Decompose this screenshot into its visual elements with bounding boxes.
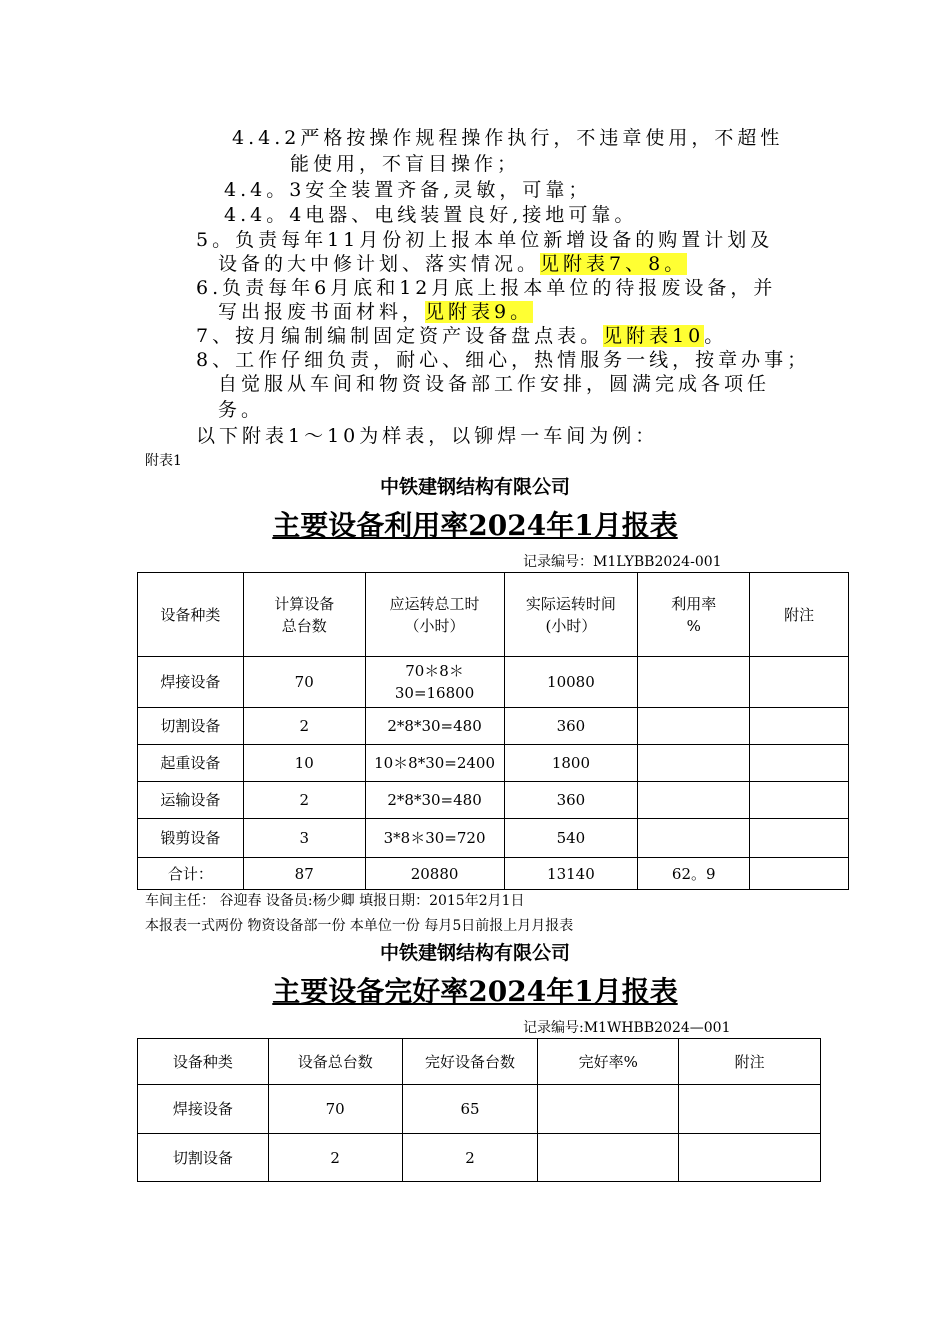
header-cell: 设备种类 bbox=[138, 1039, 269, 1085]
header-cell: 设备总台数 bbox=[268, 1039, 402, 1085]
para-6-line1: 6.负责每年6月底和12月底上报本单位的待报废设备，并 bbox=[196, 277, 777, 299]
highlight-annex-7-8: 见附表7、8。 bbox=[540, 253, 688, 275]
table-row bbox=[138, 782, 849, 819]
header-cell: 附注 bbox=[750, 573, 849, 657]
para-8-line1: 8、工作仔细负责，耐心、细心，热情服务一线，按章办事； bbox=[196, 349, 811, 371]
para-8-line2: 自觉服从车间和物资设备部工作安排，圆满完成各项任 bbox=[218, 373, 771, 395]
table-cell bbox=[750, 745, 849, 782]
para-7: 7、按月编制编制固定资产设备盘点表。见附表10。 bbox=[196, 325, 728, 347]
para-8-line3: 务。 bbox=[218, 399, 265, 421]
table-cell: 70 bbox=[243, 657, 365, 708]
header-cell: 完好设备台数 bbox=[402, 1039, 538, 1085]
para-5-line1: 5。负责每年11月份初上报本单位新增设备的购置计划及 bbox=[196, 229, 774, 251]
report2-title: 主要设备完好率2024年1月报表 bbox=[272, 975, 678, 1008]
table-cell: 540 bbox=[504, 819, 638, 858]
table-cell: 切割设备 bbox=[138, 1134, 269, 1182]
header-cell: 应运转总工时 （小时） bbox=[365, 573, 504, 657]
table-row bbox=[138, 708, 849, 745]
table-cell: 360 bbox=[504, 708, 638, 745]
table-cell bbox=[638, 782, 750, 819]
table-cell: 锻剪设备 bbox=[138, 819, 244, 858]
table-cell bbox=[679, 1134, 821, 1182]
header-cell: 完好率% bbox=[538, 1039, 679, 1085]
report2-company: 中铁建钢结构有限公司 bbox=[379, 942, 570, 964]
report1-record-no: 记录编号：M1LYBB2024-001 bbox=[523, 554, 722, 570]
table-row bbox=[138, 1085, 821, 1134]
header-cell: 附注 bbox=[679, 1039, 821, 1085]
table-cell: 10＊8*30=2400 bbox=[365, 745, 504, 782]
table-cell bbox=[750, 819, 849, 858]
table-cell: 3 bbox=[243, 819, 365, 858]
table-cell: 2 bbox=[268, 1134, 402, 1182]
header-cell: 实际运转时间 (小时） bbox=[504, 573, 638, 657]
report1-company: 中铁建钢结构有限公司 bbox=[379, 476, 570, 498]
table-cell bbox=[638, 819, 750, 858]
para-4-4-2-line1: 4.4.2严格按操作规程操作执行，不违章使用，不超性 bbox=[232, 127, 784, 149]
table-cell bbox=[638, 745, 750, 782]
table-cell bbox=[538, 1085, 679, 1134]
table-cell bbox=[638, 708, 750, 745]
table-cell: 70＊8＊ 30=16800 bbox=[365, 657, 504, 708]
table-cell: 2 bbox=[243, 708, 365, 745]
table-row bbox=[138, 657, 849, 708]
table-cell: 13140 bbox=[504, 858, 638, 890]
table-row bbox=[138, 1134, 821, 1182]
table-cell: 70 bbox=[268, 1085, 402, 1134]
table-cell bbox=[750, 657, 849, 708]
highlight-annex-10: 见附表10 bbox=[603, 325, 705, 347]
table-cell: 10080 bbox=[504, 657, 638, 708]
table-cell: 360 bbox=[504, 782, 638, 819]
table-cell: 合计： bbox=[138, 858, 244, 890]
utilization-table bbox=[137, 572, 849, 890]
table-cell: 2*8*30=480 bbox=[365, 708, 504, 745]
highlight-annex-9: 见附表9。 bbox=[425, 301, 534, 323]
header-row bbox=[138, 1039, 821, 1085]
header-cell: 设备种类 bbox=[138, 573, 244, 657]
intact-rate-table bbox=[137, 1038, 821, 1182]
table-cell bbox=[750, 782, 849, 819]
para-4-4-2-line2: 能使用，不盲目操作； bbox=[290, 153, 521, 175]
table-cell: 1800 bbox=[504, 745, 638, 782]
table-cell: 62。9 bbox=[638, 858, 750, 890]
report1-footer-signatures: 车间主任： 谷迎春 设备员:杨少卿 填报日期：2015年2月1日 bbox=[145, 893, 525, 909]
table-cell: 焊接设备 bbox=[138, 657, 244, 708]
table-cell: 2*8*30=480 bbox=[365, 782, 504, 819]
table-cell: 2 bbox=[243, 782, 365, 819]
report2-record-no: 记录编号:M1WHBB2024—001 bbox=[523, 1020, 731, 1036]
report1-title: 主要设备利用率2024年1月报表 bbox=[272, 509, 678, 542]
table-cell: 切割设备 bbox=[138, 708, 244, 745]
table-cell: 20880 bbox=[365, 858, 504, 890]
table-cell: 运输设备 bbox=[138, 782, 244, 819]
table-cell: 87 bbox=[243, 858, 365, 890]
para-6-line2: 写出报废书面材料，见附表9。 bbox=[218, 301, 534, 323]
table-cell bbox=[750, 708, 849, 745]
table-row bbox=[138, 745, 849, 782]
table-cell bbox=[638, 657, 750, 708]
para-intro-annexes: 以下附表1～10为样表，以铆焊一车间为例： bbox=[196, 425, 659, 447]
table-cell: 焊接设备 bbox=[138, 1085, 269, 1134]
table-row bbox=[138, 819, 849, 858]
para-4-4-4: 4.4。4电器、电线装置良好,接地可靠。 bbox=[224, 204, 638, 226]
table-cell bbox=[679, 1085, 821, 1134]
table-cell: 10 bbox=[243, 745, 365, 782]
annex-label: 附表1 bbox=[145, 453, 182, 469]
table-cell: 3*8＊30=720 bbox=[365, 819, 504, 858]
header-cell: 利用率 % bbox=[638, 573, 750, 657]
table-row bbox=[138, 858, 849, 890]
table-cell: 起重设备 bbox=[138, 745, 244, 782]
para-5-line2: 设备的大中修计划、落实情况。见附表7、8。 bbox=[218, 253, 688, 275]
header-row bbox=[138, 573, 849, 657]
para-4-4-3: 4.4。3安全装置齐备,灵敏，可靠； bbox=[224, 179, 592, 201]
table-cell: 2 bbox=[402, 1134, 538, 1182]
table-cell bbox=[538, 1134, 679, 1182]
report1-footer-note: 本报表一式两份 物资设备部一份 本单位一份 每月5日前报上月月报表 bbox=[145, 918, 574, 934]
table-cell: 65 bbox=[402, 1085, 538, 1134]
table-cell bbox=[750, 858, 849, 890]
header-cell: 计算设备 总台数 bbox=[243, 573, 365, 657]
